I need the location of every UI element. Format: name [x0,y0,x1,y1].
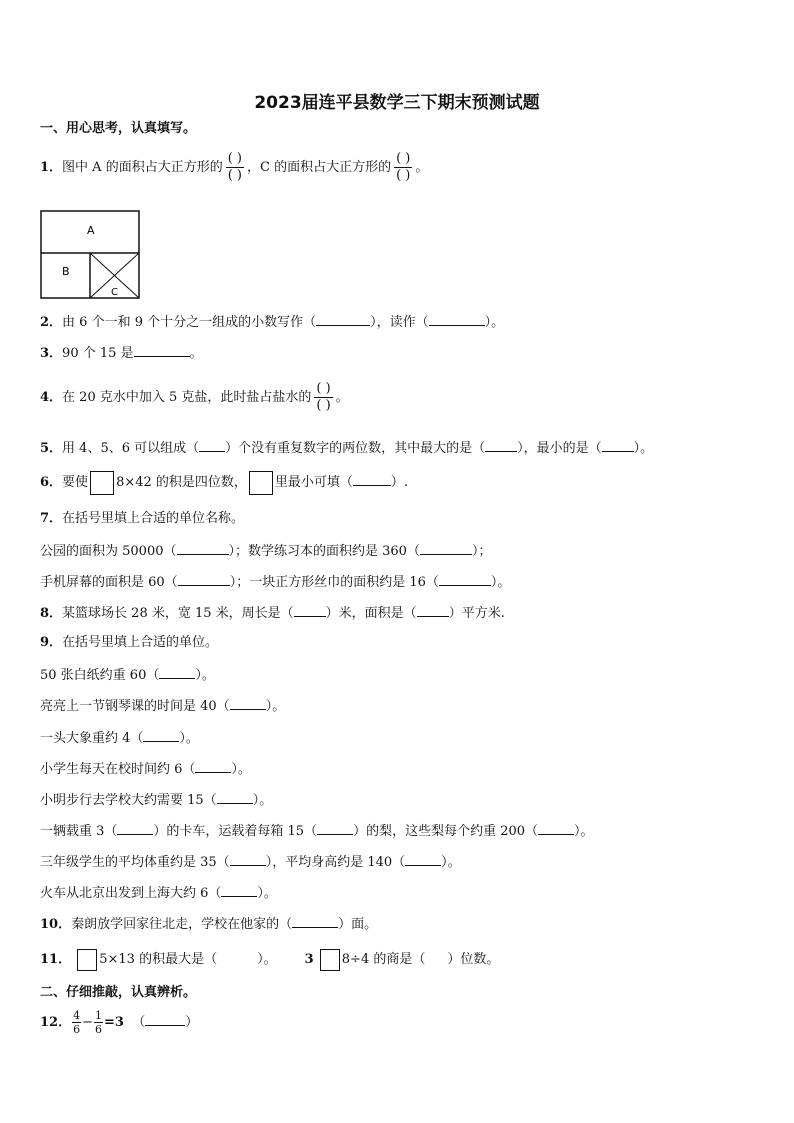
answer-blank[interactable] [177,542,229,555]
question-2: 2．由 6 个一和 9 个十分之一组成的小数写作（ ），读作（ ）。 [40,315,505,330]
answer-blank[interactable] [195,760,231,773]
question-9b: 亮亮上一节钢琴课的时间是 40（ ）。 [40,699,286,714]
digit-box[interactable] [77,949,97,971]
answer-blank[interactable] [602,439,634,452]
question-3: 3．90 个 15 是 。 [40,346,203,361]
section-1-heading: 一、用心思考，认真填写。 [40,121,197,136]
question-6: 6．要使 8×42 的积是四位数， 里最小可填（ ）. [40,470,408,496]
answer-blank[interactable] [439,573,491,586]
answer-blank[interactable] [294,604,326,617]
fraction-1-6: $\frac{1}{6}$ [95,1009,102,1036]
answer-blank[interactable] [417,604,449,617]
question-9d: 小学生每天在校时间约 6（ ）。 [40,762,251,777]
answer-blank[interactable] [217,791,253,804]
question-11: 11． 5×13 的积最大是（ ）。 3 8÷4 的商是（ ）位数。 [40,947,499,973]
answer-blank[interactable] [117,822,153,835]
question-9a: 50 张白纸约重 60（ ）。 [40,668,215,683]
answer-blank[interactable] [221,884,257,897]
question-7a: 公园的面积为 50000（ ）；数学练习本的面积约是 360（ ）； [40,544,492,559]
answer-blank[interactable] [485,439,517,452]
answer-blank[interactable] [405,853,441,866]
answer-blank[interactable] [134,344,190,357]
fraction-blank-a[interactable]: $\frac{( )}{( )}$ [227,151,242,183]
answer-blank[interactable] [429,313,485,326]
answer-blank[interactable] [292,915,338,928]
answer-blank[interactable] [538,822,574,835]
fraction-4-6: $\frac{4}{6}$ [73,1009,81,1036]
fraction-blank-c[interactable]: $\frac{( )}{( )}$ [396,151,411,183]
section-2-heading: 二、仔细推敲，认真辨析。 [40,985,197,1000]
question-text: ，C 的面积占大正方形的 [246,160,392,175]
answer-blank[interactable] [159,666,195,679]
page-title: 2023届连平县数学三下期末预测试题 [254,93,540,113]
question-9e: 小明步行去学校大约需要 15（ ）。 [40,793,273,808]
question-9h: 火车从北京出发到上海大约 6（ ）。 [40,886,277,901]
question-10: 10．秦朗放学回家往北走，学校在他家的（ ）面。 [40,917,378,932]
question-7b: 手机屏幕的面积是 60（ ）；一块正方形丝巾的面积约是 16（ ）。 [40,575,511,590]
fraction-blank[interactable]: $\frac{( )}{( )}$ [316,381,331,413]
question-number: 1． [40,160,63,175]
question-9g: 三年级学生的平均体重约是 35（ ），平均身高约是 140（ ）。 [40,855,461,870]
answer-blank[interactable] [420,542,472,555]
answer-blank[interactable] [316,313,370,326]
question-4: 4．在 20 克水中加入 5 克盐，此时盐占盐水的 $\frac{( )}{( )}$ 。 [40,381,349,413]
digit-box[interactable] [90,471,114,495]
digit-box[interactable] [249,471,273,495]
question-9f: 一辆载重 3（ ）的卡车，运载着每箱 15（ ）的梨，这些梨每个约重 200（ ）。 [40,824,594,839]
question-9: 9．在括号里填上合适的单位。 [40,635,219,650]
question-7: 7．在括号里填上合适的单位名称。 [40,511,245,526]
question-text: 图中 A 的面积占大正方形的 [62,160,223,175]
answer-blank[interactable] [353,473,391,486]
digit-box[interactable] [320,949,340,971]
answer-blank[interactable] [145,1013,185,1026]
answer-blank[interactable] [178,573,230,586]
question-5: 5．用 4、5、6 可以组成（ ）个没有重复数字的两位数，其中最大的是（ ），最小的是（ ）。 [40,441,654,456]
answer-blank[interactable] [230,697,266,710]
label-a: A [87,224,95,237]
question-9c: 一头大象重约 4（ ）。 [40,731,199,746]
answer-blank[interactable] [230,853,266,866]
label-b: B [62,265,70,278]
question-8: 8．某篮球场长 28 米，宽 15 米，周长是（ ）米，面积是（ ）平方米. [40,606,505,621]
square-diagram [40,210,142,300]
question-1: 1．图中 A 的面积占大正方形的 $\frac{( )}{( )}$ ，C 的面积占大正方形的 $\frac{( )}{( )}$ 。 [40,151,429,183]
answer-blank[interactable] [317,822,353,835]
label-c: C [111,287,118,298]
answer-blank[interactable] [143,729,179,742]
question-12: 12． $\frac{4}{6}$ − $\frac{1}{6}$ =3 （ ） [40,1009,199,1036]
answer-blank[interactable] [199,439,225,452]
